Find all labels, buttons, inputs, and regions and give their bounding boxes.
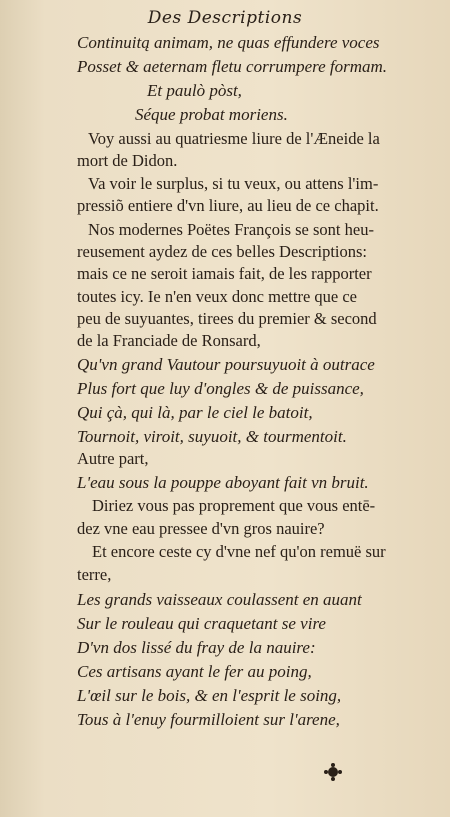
text-line: Va voir le surplus, si tu veux, ou attens l'im- <box>88 174 379 193</box>
text-line: Qui çà, qui là, par le ciel le batoit, <box>77 403 313 422</box>
text-line: reusement aydez de ces belles Descriptions: <box>77 242 368 261</box>
text-line: Plus fort que luy d'ongles & de puissance, <box>77 379 364 398</box>
text-line: Nos modernes Poëtes François se sont heu- <box>88 220 374 239</box>
text-line: Diriez vous pas proprement que vous entē- <box>92 496 376 515</box>
text-line: D'vn dos lissé du fray de la nauire: <box>77 638 316 657</box>
text-line: mort de Didon. <box>77 151 178 170</box>
text-line: Sur le rouleau qui craquetant se vire <box>77 614 326 633</box>
text-line: Et paulò pòst, <box>147 81 242 100</box>
text-line: Séque probat moriens. <box>135 105 288 124</box>
text-line: Tournoit, viroit, suyuoit, & tourmentoit. <box>77 427 347 446</box>
text-line: peu de suyuantes, tirees du premier & second <box>77 309 377 328</box>
text-line: Posset & aeternam fletu corrumpere formam. <box>77 57 388 76</box>
running-header: Des Descriptions <box>147 8 303 28</box>
text-line: de la Franciade de Ronsard, <box>77 331 261 350</box>
text-line: toutes icy. Ie n'en veux donc mettre que ce <box>77 287 358 306</box>
text-line: L'œil sur le bois, & en l'esprit le soing, <box>77 686 342 705</box>
text-line: Continuitą animam, ne quas effundere voces <box>77 33 380 52</box>
text-line: pressiõ entiere d'vn liure, au lieu de ce chapit. <box>77 196 379 215</box>
text-line: Autre part, <box>77 449 149 468</box>
text-line: Qu'vn grand Vautour poursuyuoit à outrace <box>77 355 375 374</box>
text-line: mais ce ne seroit iamais fait, de les rapporter <box>77 264 372 283</box>
text-line: Et encore ceste cy d'vne nef qu'on remuë sur <box>92 542 386 561</box>
text-line: Tous à l'enuy fourmilloient sur l'arene, <box>77 710 340 729</box>
text-line: terre, <box>77 565 112 584</box>
text-line: Les grands vaisseaux coulassent en auant <box>77 590 362 609</box>
fleuron-ornament-icon <box>323 762 343 782</box>
text-line: dez vne eau pressee d'vn gros nauire? <box>77 519 325 538</box>
text-line: Voy aussi au quatriesme liure de l'Æneide la <box>88 129 380 148</box>
text-line: Ces artisans ayant le fer au poing, <box>77 662 312 681</box>
text-line: L'eau sous la pouppe aboyant fait vn bruit. <box>77 473 369 492</box>
